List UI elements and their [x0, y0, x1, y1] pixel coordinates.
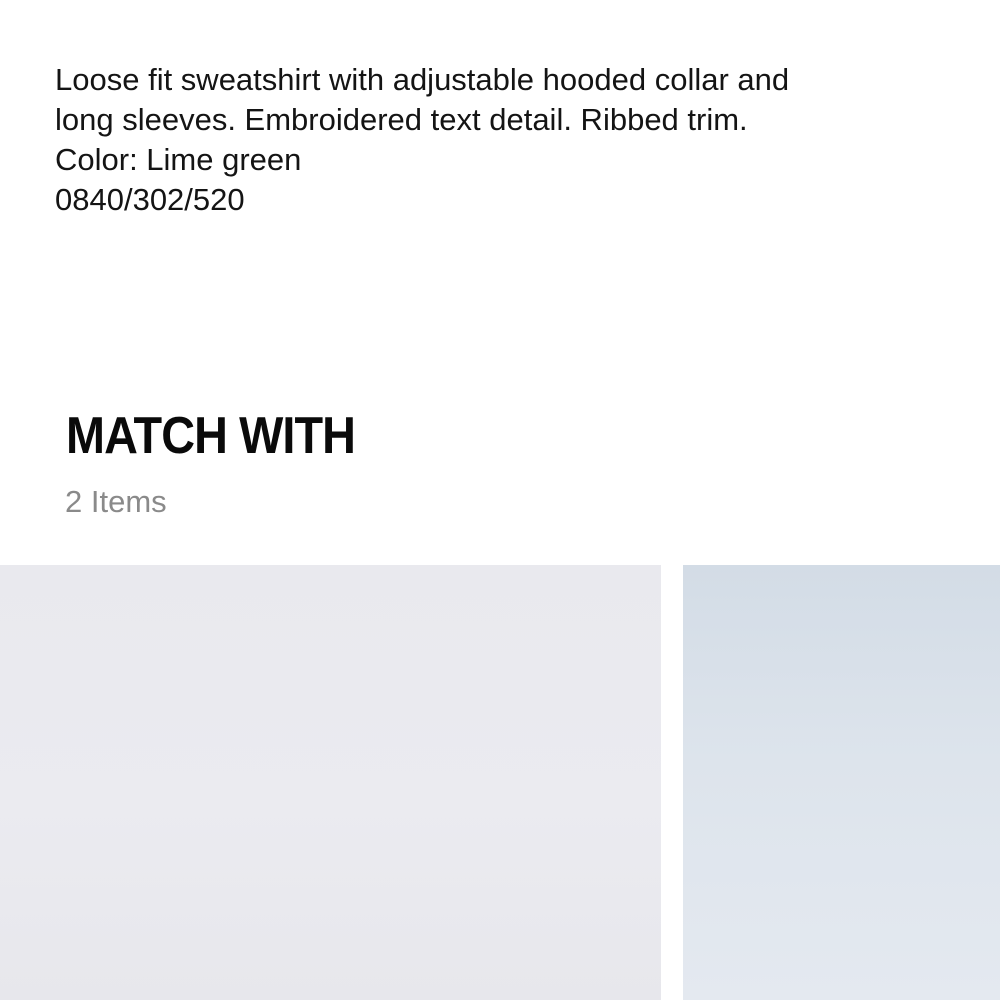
match-item-card[interactable]	[683, 565, 1000, 1000]
match-with-item-count: 2 Items	[65, 484, 167, 519]
description-line: Loose fit sweatshirt with adjustable hooded collar and	[55, 62, 790, 97]
description-line: long sleeves. Embroidered text detail. Ribbed trim.	[55, 102, 748, 137]
match-with-carousel[interactable]	[0, 565, 1000, 1000]
product-reference-code: 0840/302/520	[55, 182, 245, 217]
product-photo	[683, 565, 1000, 1000]
product-description	[55, 60, 955, 220]
match-item-card[interactable]	[0, 565, 661, 1000]
product-photo	[0, 565, 661, 1000]
match-with-title: MATCH WITH	[66, 407, 356, 465]
product-color: Color: Lime green	[55, 142, 302, 177]
